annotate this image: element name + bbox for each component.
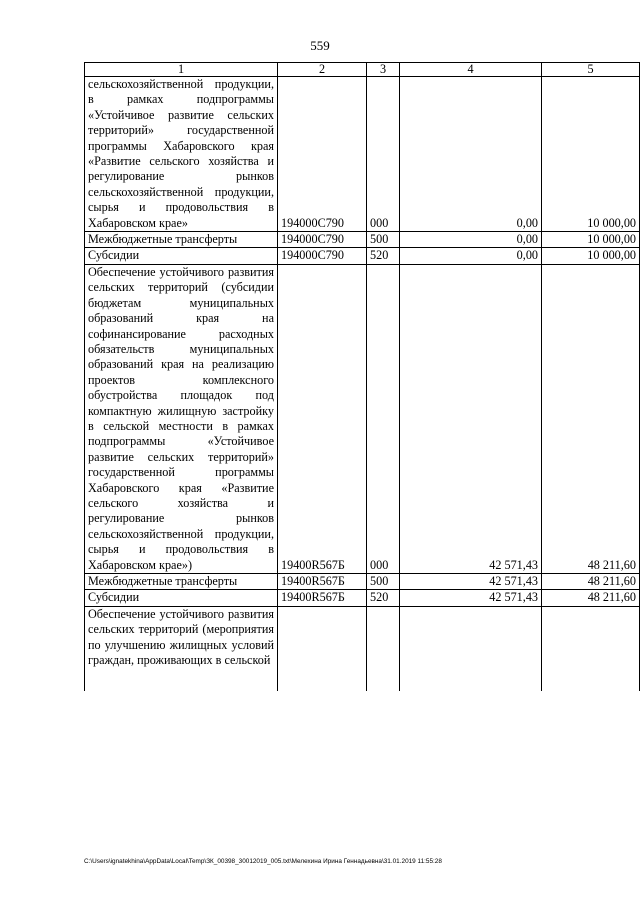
table-row — [85, 590, 640, 606]
row-amount-col4: 0,00 — [400, 232, 542, 248]
row-target-code: 194000С790 — [278, 248, 367, 264]
header-col-4: 4 — [400, 63, 542, 77]
row-amount-col4: 42 571,43 — [400, 574, 542, 590]
row-amount-col4: 0,00 — [400, 77, 542, 232]
header-col-3: 3 — [367, 63, 400, 77]
row-expense-kind — [367, 606, 400, 691]
table-row — [85, 606, 640, 691]
row-amount-col5: 10 000,00 — [542, 232, 640, 248]
table-row — [85, 264, 640, 573]
row-target-code — [278, 606, 367, 691]
row-expense-kind: 500 — [367, 232, 400, 248]
row-name: Межбюджетные трансферты — [85, 574, 278, 590]
row-amount-col4: 0,00 — [400, 248, 542, 264]
table-row — [85, 574, 640, 590]
row-expense-kind: 500 — [367, 574, 400, 590]
row-target-code: 194000С790 — [278, 77, 367, 232]
row-amount-col5 — [542, 606, 640, 691]
row-amount-col4: 42 571,43 — [400, 590, 542, 606]
row-name: Субсидии — [85, 590, 278, 606]
row-expense-kind: 000 — [367, 264, 400, 573]
table-row — [85, 248, 640, 264]
row-amount-col5: 10 000,00 — [542, 77, 640, 232]
row-amount-col5: 48 211,60 — [542, 264, 640, 573]
page-number: 559 — [310, 38, 330, 53]
row-name: Обеспечение устойчивого развития сельских территорий (субсидии бюджетам муниципальных образований края на софинансирование расходных обязательств муниципальных образований края на реализацию проектов комплексного обустройства площадок под компактную жилищную застройку в сельской местности в рамках подпрограммы «Устойчивое развитие сельских территорий» государственной программы Хабаровского края «Развитие сельского хозяйства и регулирование рынков сельскохозяйственной продукции, сырья и продовольствия в Хабаровском крае») — [85, 264, 278, 573]
row-name: Субсидии — [85, 248, 278, 264]
header-col-5: 5 — [542, 63, 640, 77]
row-amount-col4: 42 571,43 — [400, 264, 542, 573]
row-target-code: 19400R567Б — [278, 574, 367, 590]
row-expense-kind: 520 — [367, 590, 400, 606]
row-name: Обеспечение устойчивого развития сельских территорий (мероприятия по улучшению жилищных условий граждан, проживающих в сельской — [85, 606, 278, 691]
row-expense-kind: 000 — [367, 77, 400, 232]
table-row — [85, 77, 640, 232]
row-amount-col5: 48 211,60 — [542, 590, 640, 606]
row-name: сельскохозяйственной продукции, в рамках подпрограммы «Устойчивое развитие сельских территорий» государственной программы Хабаровского края «Развитие сельского хозяйства и регулирование рынков сельскохозяйственной продукции, сырья и продовольствия в Хабаровском крае» — [85, 77, 278, 232]
row-target-code: 194000С790 — [278, 232, 367, 248]
row-target-code: 19400R567Б — [278, 264, 367, 573]
header-col-1: 1 — [85, 63, 278, 77]
row-expense-kind: 520 — [367, 248, 400, 264]
footer-file-path: C:\Users\ignatekhina\AppData\Local\Temp\ЗК_00398_30012019_005.txt\Мелехина Ирина Геннадьевна\31.01.2019 11:55:28 — [84, 858, 442, 865]
row-amount-col4 — [400, 606, 542, 691]
table-header-row — [85, 63, 640, 77]
row-target-code: 19400R567Б — [278, 590, 367, 606]
header-col-2: 2 — [278, 63, 367, 77]
table-row — [85, 232, 640, 248]
row-amount-col5: 10 000,00 — [542, 248, 640, 264]
budget-table — [84, 62, 640, 691]
row-name: Межбюджетные трансферты — [85, 232, 278, 248]
row-amount-col5: 48 211,60 — [542, 574, 640, 590]
